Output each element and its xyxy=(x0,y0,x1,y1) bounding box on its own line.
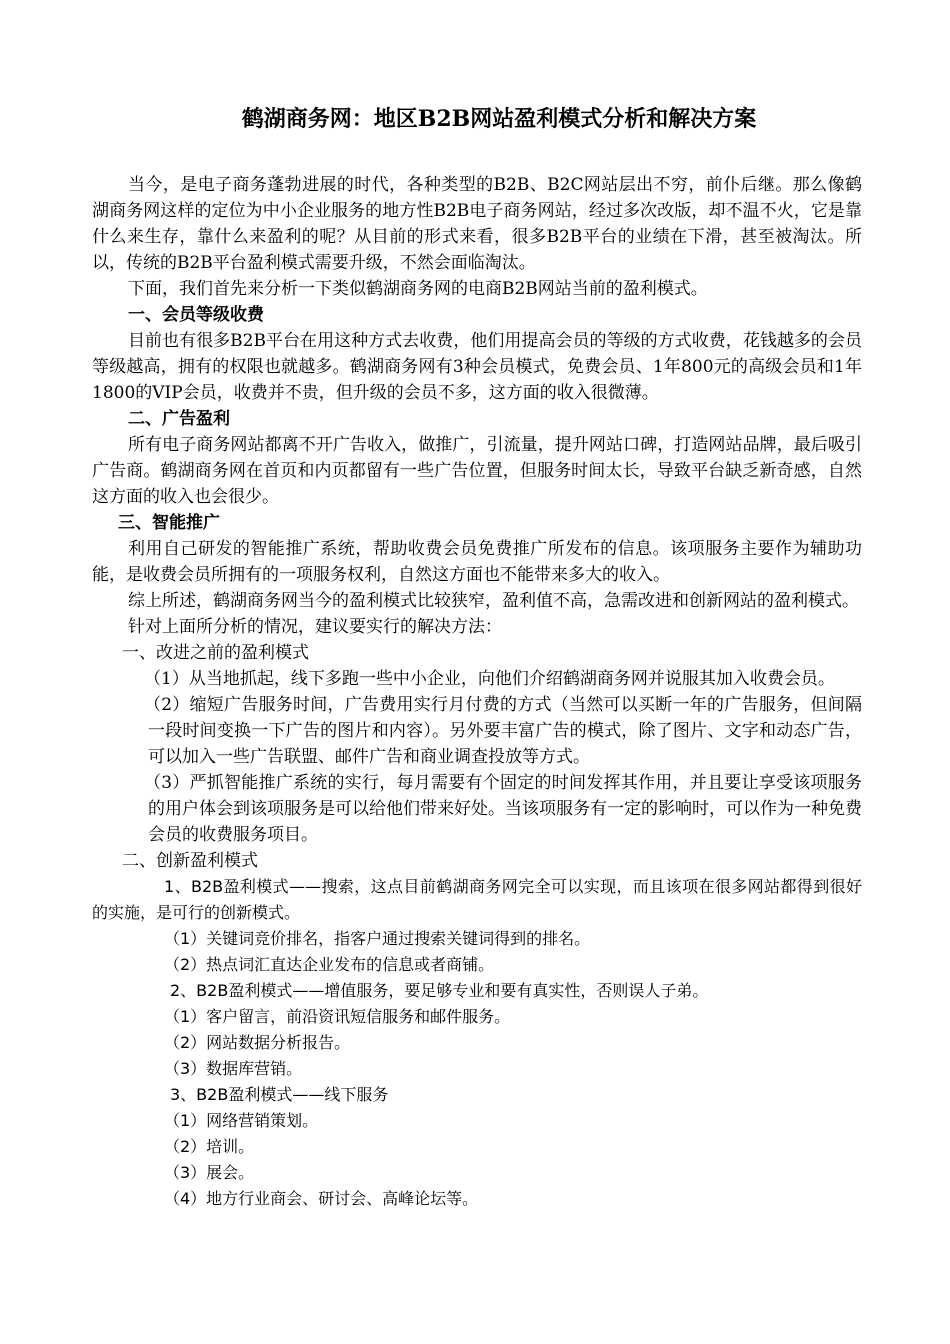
mode-offline: 3、B2B盈利模式——线下服务 xyxy=(170,1085,389,1104)
intro-paragraph: 当今，是电子商务蓬勃进展的时代，各种类型的B2B、B2C网站层出不穷，前仆后继。那么像鹤湖商务网这样的定位为中小企业服务的地方性B2B电子商务网站，经过多次改版，却不温不火，它是靠什么来生存，靠什么来盈利的呢？从目前的形式来看，很多B2B平台的业绩在下滑，甚至被淘汰。所以，传统的B2B平台盈利模式需要升级，不然会面临淘汰。 xyxy=(92,175,862,273)
list-item: （3）展会。 xyxy=(164,1163,255,1182)
list-item: （2）热点词汇直达企业发布的信息或者商铺。 xyxy=(164,955,495,974)
list-item: （1）客户留言，前沿资讯短信服务和邮件服务。 xyxy=(164,1007,511,1026)
list-item: （2）缩短广告服务时间，广告费用实行月付费的方式（当然可以买断一年的广告服务，但间隔一段时间变换一下广告的图片和内容）。另外要丰富广告的模式，除了图片、文字和动态广告，可以加入一些广告联盟、邮件广告和商业调查投放等方式。 xyxy=(144,695,862,767)
document-body xyxy=(92,172,862,1212)
list-item: （2）网站数据分析报告。 xyxy=(164,1033,351,1052)
paragraph-membership: 目前也有很多B2B平台在用这种方式去收费，他们用提高会员的等级的方式收费，花钱越多的会员等级越高，拥有的权限也就越多。鹤湖商务网有3种会员模式，免费会员、1年800元的高级会员和1年1800的VIP会员，收费并不贵，但升级的会员不多，这方面的收入很微薄。 xyxy=(92,331,862,403)
list-item: （1）从当地抓起，线下多跑一些中小企业，向他们介绍鹤湖商务网并说服其加入收费会员。 xyxy=(144,669,835,689)
summary-paragraph: 综上所述，鹤湖商务网当今的盈利模式比较狭窄，盈利值不高，急需改进和创新网站的盈利模式。 xyxy=(128,591,859,611)
list-item: （1）关键词竞价排名，指客户通过搜索关键词得到的排名。 xyxy=(164,929,591,948)
mode-value-added: 2、B2B盈利模式——增值服务，要足够专业和要有真实性，否则误人子弟。 xyxy=(170,981,709,1000)
section-heading-membership: 一、会员等级收费 xyxy=(128,305,264,325)
list-item: （3）严抓智能推广系统的实行，每月需要有个固定的时间发挥其作用，并且要让享受该项服务的用户体会到该项服务是可以给他们带来好处。当该项服务有一定的影响时，可以作为一种免费会员的收费服务项目。 xyxy=(144,773,862,845)
list-item: （1）网络营销策划。 xyxy=(164,1111,319,1130)
paragraph-smart-promotion: 利用自己研发的智能推广系统，帮助收费会员免费推广所发布的信息。该项服务主要作为辅助功能，是收费会员所拥有的一项服务权利，自然这方面也不能带来多大的收入。 xyxy=(92,539,862,585)
list-item: （4）地方行业商会、研讨会、高峰论坛等。 xyxy=(164,1189,479,1208)
section-heading-smart-promotion: 三、智能推广 xyxy=(118,513,220,533)
solution-heading-improve: 一、改进之前的盈利模式 xyxy=(122,643,309,663)
intro-paragraph-2: 下面，我们首先来分析一下类似鹤湖商务网的电商B2B网站当前的盈利模式。 xyxy=(128,279,708,299)
solution-lead: 针对上面所分析的情况，建议要实行的解决方法： xyxy=(128,617,502,637)
list-item: （2）培训。 xyxy=(164,1137,255,1156)
solution-heading-innovate: 二、创新盈利模式 xyxy=(122,851,258,871)
document-title: 鹤湖商务网：地区B2B网站盈利模式分析和解决方案 xyxy=(241,106,757,132)
section-heading-advertising: 二、广告盈利 xyxy=(128,409,230,429)
mode-search: 1、B2B盈利模式——搜索，这点目前鹤湖商务网完全可以实现，而且该项在很多网站都得到很好的实施，是可行的创新模式。 xyxy=(92,877,862,922)
list-item: （3）数据库营销。 xyxy=(164,1059,303,1078)
paragraph-advertising: 所有电子商务网站都离不开广告收入，做推广，引流量，提升网站口碑，打造网站品牌，最后吸引广告商。鹤湖商务网在首页和内页都留有一些广告位置，但服务时间太长，导致平台缺乏新奇感，自然这方面的收入也会很少。 xyxy=(92,435,862,507)
